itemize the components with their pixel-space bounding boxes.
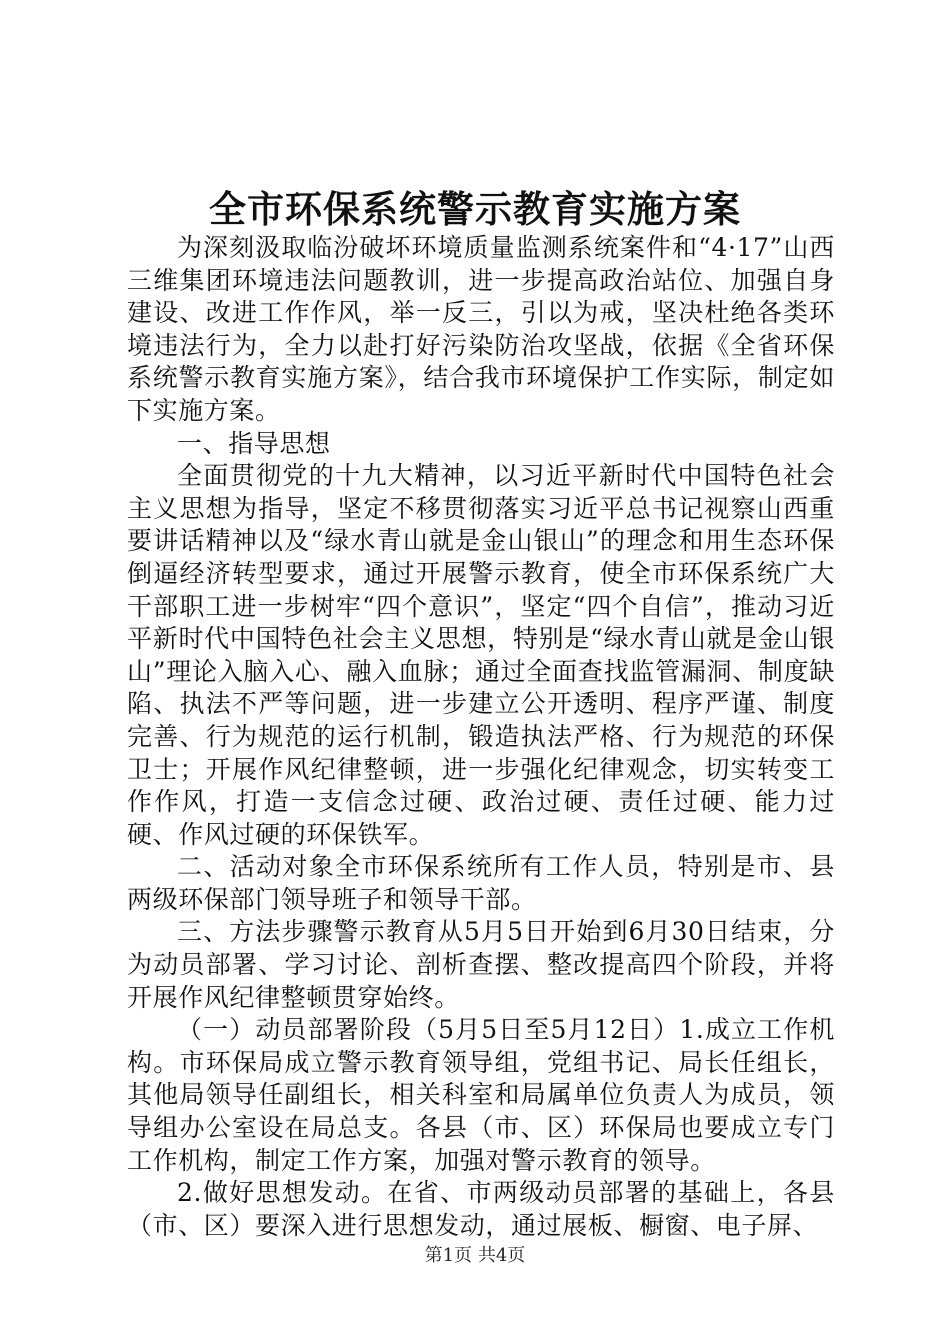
document-title: 全市环保系统警示教育实施方案 (209, 187, 741, 231)
page-number-footer: 第1页 共4页 (424, 1245, 526, 1266)
paragraph-method-steps: 三、方法步骤警示教育从5月5日开始到6月30日结束，分为动员部署、学习讨论、剖析查摆、整改提高四个阶段，并将开展作风纪律整顿贯穿始终。 (127, 917, 835, 1012)
document-body (127, 232, 835, 1242)
paragraph-intro: 为深刻汲取临汾破坏环境质量监测系统案件和“4·17”山西三维集团环境违法问题教训，进一步提高政治站位、加强自身建设、改进工作作风，举一反三，引以为戒，坚决杜绝各类环境违法行为，全力以赴打好污染防治攻坚战，依据《全省环保系统警示教育实施方案》，结合我市环境保护工作实际，制定如下实施方案。 (127, 233, 835, 425)
section-heading-guiding-thought: 一、指导思想 (177, 428, 331, 458)
paragraph-activity-target: 二、活动对象全市环保系统所有工作人员，特别是市、县两级环保部门领导班子和领导干部。 (127, 852, 835, 914)
paragraph-ideological-mobilization: 2.做好思想发动。在省、市两级动员部署的基础上，各县（市、区）要深入进行思想发动，通过展板、橱窗、电子屏、 (127, 1178, 835, 1240)
paragraph-mobilization-stage: （一）动员部署阶段（5月5日至5月12日）1.成立工作机构。市环保局成立警示教育领导组，党组书记、局长任组长，其他局领导任副组长，相关科室和局属单位负责人为成员，领导组办公室设在局总支。各县（市、区）环保局也要成立专门工作机构，制定工作方案，加强对警示教育的领导。 (127, 1015, 835, 1175)
paragraph-guiding-thought: 全面贯彻党的十九大精神，以习近平新时代中国特色社会主义思想为指导，坚定不移贯彻落实习近平总书记视察山西重要讲话精神以及“绿水青山就是金山银山”的理念和用生态环保倒逼经济转型要求，通过开展警示教育，使全市环保系统广大干部职工进一步树牢“四个意识”，坚定“四个自信”，推动习近平新时代中国特色社会主义思想，特别是“绿水青山就是金山银山”理论入脑入心、融入血脉；通过全面查找监管漏洞、制度缺陷、执法不严等问题，进一步建立公开透明、程序严谨、制度完善、行为规范的运行机制，锻造执法严格、行为规范的环保卫士；开展作风纪律整顿，进一步强化纪律观念，切实转变工作作风，打造一支信念过硬、政治过硬、责任过硬、能力过硬、作风过硬的环保铁军。 (127, 461, 835, 849)
